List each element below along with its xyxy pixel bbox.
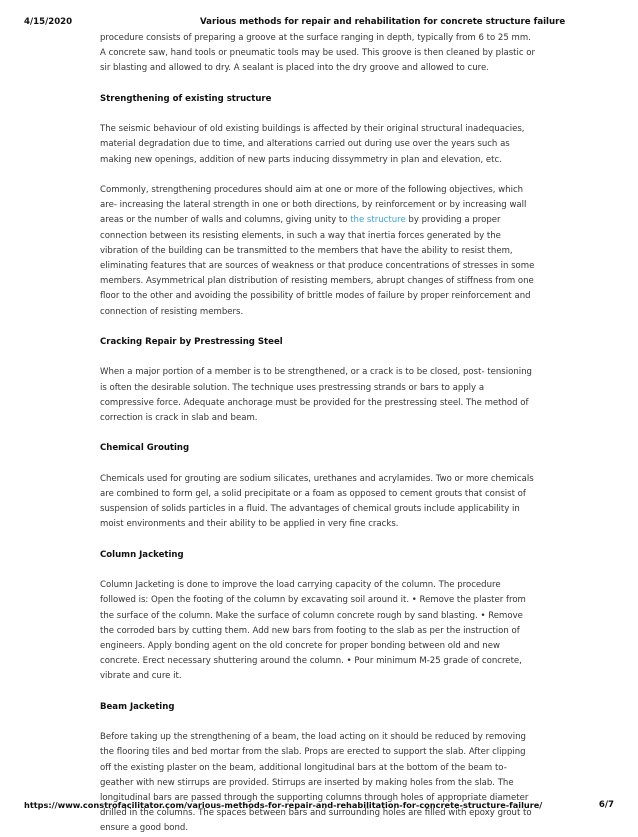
text-line: longitudinal bars are passed through the supporting columns through holes of appropriate diameter — [100, 792, 529, 803]
text-line: Column Jacketing is done to improve the load carrying capacity of the column. The procedure — [100, 580, 501, 591]
article-body — [100, 31, 540, 837]
text-line: vibration of the building can be transmitted to the members that have the ability to resist them, — [100, 245, 513, 256]
beam-jacketing-paragraph — [100, 730, 540, 836]
text-line: The seismic behaviour of old existing buildings is affected by their original structural inadequacies, — [100, 124, 525, 135]
footer-url[interactable]: https://www.constrofacilitator.com/various-methods-for-repair-and-rehabilitation-for-concrete-structure-failure/ — [24, 800, 543, 810]
text-line: are- increasing the lateral strength in one or both directions, by reinforcement or by increasing wall — [100, 200, 527, 211]
text-line: eliminating features that are sources of weakness or that produce concentrations of stresses in some — [100, 261, 535, 271]
header-date: 4/15/2020 — [24, 17, 73, 27]
text-line: connection of resisting members. — [100, 306, 244, 317]
section-heading-column-jacketing: Column Jacketing — [100, 549, 184, 560]
text-line: sir blasting and allowed to dry. A sealant is placed into the dry groove and allowed to cure. — [100, 63, 489, 74]
prestressing-paragraph — [100, 365, 540, 426]
text-line: geather with new stirrups are provided. Stirrups are inserted by making holes from the slab. The — [100, 777, 514, 788]
text-line: procedure consists of preparing a groove at the surface ranging in depth, typically from 6 to 25 mm. — [100, 33, 531, 43]
text-line: are combined to form gel, a solid precipitate or a foam as opposed to cement grouts that consist of — [100, 488, 526, 499]
text-line: is often the desirable solution. The technique uses prestressing strands or bars to apply a — [100, 382, 485, 393]
section-heading-prestressing: Cracking Repair by Prestressing Steel — [100, 337, 283, 347]
section-heading-beam-jacketing: Beam Jacketing — [100, 701, 175, 712]
strengthening-paragraph-2 — [100, 183, 540, 320]
section-heading-strengthening: Strengthening of existing structure — [100, 93, 272, 104]
column-jacketing-paragraph — [100, 578, 540, 684]
text-line: engineers. Apply bonding agent on the old concrete for proper bonding between old and new — [100, 640, 500, 651]
text-line: off the existing plaster on the beam, additional longitudinal bars at the bottom of the beam to- — [100, 762, 507, 773]
section-heading-grouting: Chemical Grouting — [100, 443, 190, 454]
text-line: followed is: Open the footing of the column by excavating soil around it. • Remove the plaster from — [100, 595, 526, 606]
text-line: material degradation due to time, and alterations carried out during use over the years such as — [100, 139, 510, 150]
text-fragment: areas or the number of walls and columns, giving unity to — [100, 215, 351, 226]
header-title: Various methods for repair and rehabilitation for concrete structure failure — [200, 17, 566, 27]
text-line: the corroded bars by cutting them. Add new bars from footing to the slab as per the instruction of — [100, 625, 520, 636]
page-number: 6/7 — [598, 800, 614, 810]
text-line: vibrate and cure it. — [100, 671, 182, 682]
intro-paragraph — [100, 31, 540, 77]
text-line: the flooring tiles and bed mortar from the slab. Props are erected to support the slab. After clipping — [100, 747, 526, 758]
text-line: floor to the other and avoiding the possibility of brittle modes of failure by proper reinforcement and — [100, 291, 531, 302]
text-line: drilled in the columns. The spaces between bars and surrounding holes are filled with epoxy grout to — [100, 808, 532, 819]
text-line: A concrete saw, hand tools or pneumatic tools may be used. This groove is then cleaned by plastic or — [100, 48, 536, 59]
text-line: moist environments and their ability to be applied in very fine cracks. — [100, 519, 399, 530]
text-line: compressive force. Adequate anchorage must be provided for the prestressing steel. The method of — [100, 397, 529, 408]
text-line: members. Asymmetrical plan distribution of resisting members, abrupt changes of stiffness from one — [100, 276, 534, 287]
text-line: ensure a good bond. — [100, 823, 189, 834]
text-line: the surface of the column. Make the surface of column concrete rough by sand blasting. • Remove — [100, 610, 523, 621]
text-line: concrete. Erect necessary shuttering around the column. • Pour minimum M-25 grade of concrete, — [100, 656, 522, 667]
text-line: Before taking up the strengthening of a beam, the load acting on it should be reduced by removing — [100, 732, 526, 743]
text-line: making new openings, addition of new parts inducing dissymmetry in plan and elevation, etc. — [100, 154, 502, 165]
text-line: Commonly, strengthening procedures should aim at one or more of the following objectives, which — [100, 184, 524, 195]
text-line: When a major portion of a member is to be strengthened, or a crack is to be closed, post- tensioning — [100, 367, 532, 378]
the-structure-link[interactable]: the structure — [350, 215, 406, 226]
text-line: Chemicals used for grouting are sodium silicates, urethanes and acrylamides. Two or more chemicals — [100, 473, 534, 484]
text-line: correction is crack in slab and beam. — [100, 413, 258, 423]
strengthening-paragraph-1 — [100, 122, 540, 168]
text-line-with-link — [100, 213, 540, 228]
text-fragment: by providing a proper — [405, 215, 501, 226]
grouting-paragraph — [100, 472, 540, 533]
text-line: suspension of solids particles in a fluid. The advantages of chemical grouts include applicability in — [100, 504, 520, 515]
text-line: connection between its resisting elements, in such a way that inertia forces generated by the — [100, 230, 501, 241]
